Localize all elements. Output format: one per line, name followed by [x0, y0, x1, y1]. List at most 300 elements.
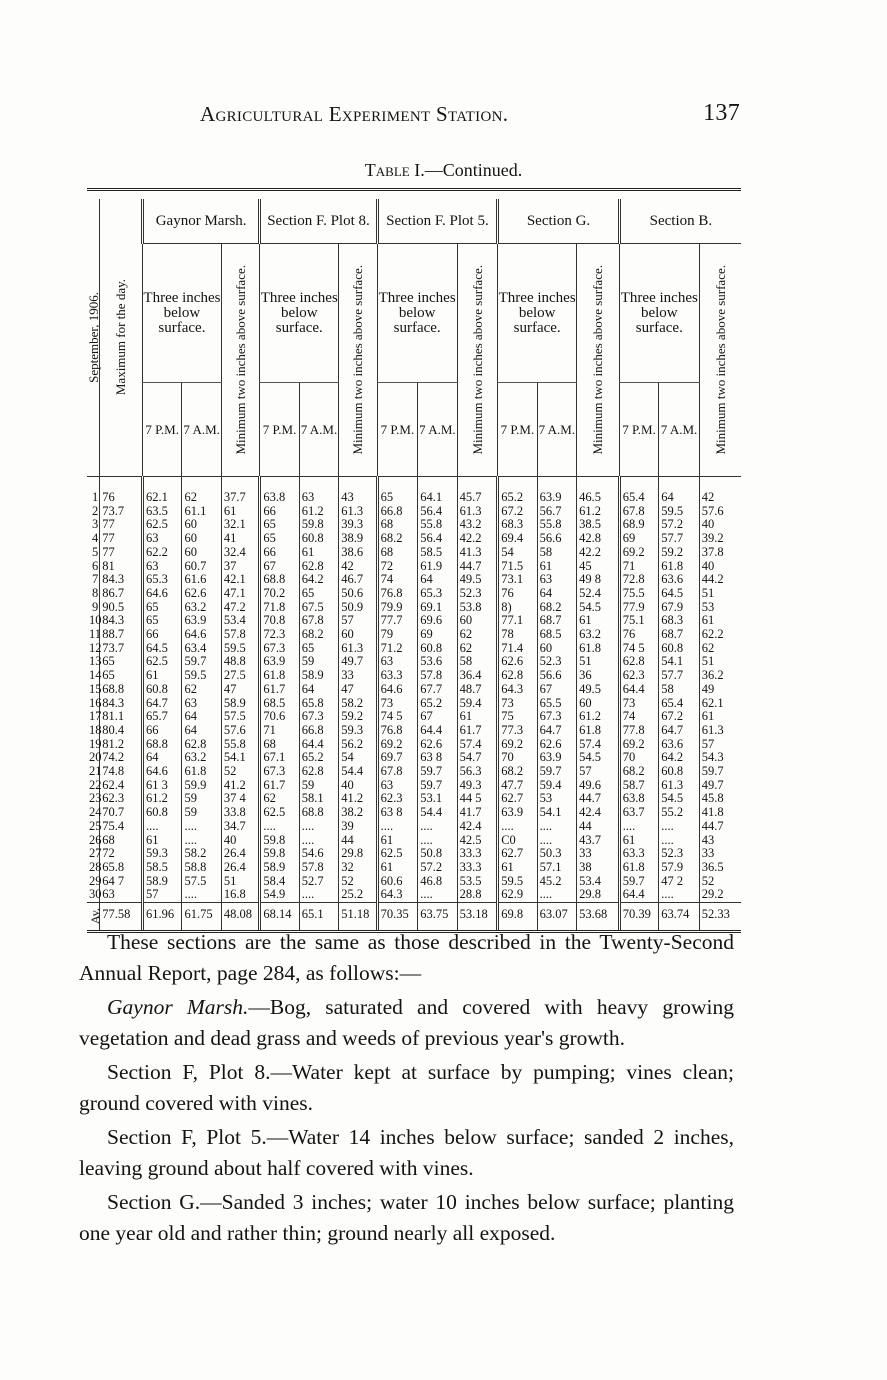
minimum-header: Minimum two inches above surface.: [699, 244, 741, 477]
value-cell: 53: [699, 601, 741, 615]
value-cell: 49.3: [457, 779, 498, 793]
value-cell: 36.2: [699, 669, 741, 683]
value-cell: 40: [699, 518, 741, 532]
value-cell: 64: [182, 724, 221, 738]
day-cell: 1: [92, 490, 99, 504]
value-cell: 49: [699, 683, 741, 697]
max-cell: 68: [100, 834, 143, 848]
value-cell: 71.2: [377, 642, 418, 656]
value-cell: 28.8: [457, 888, 498, 902]
day-cell: 2: [92, 503, 99, 518]
value-cell: 71.8: [260, 601, 299, 615]
average-cell: 52.33: [699, 903, 741, 932]
value-cell: 57.7: [659, 669, 700, 683]
value-cell: 52.7: [299, 875, 338, 889]
value-cell: 61.1: [182, 505, 221, 519]
value-cell: 67: [537, 683, 576, 697]
value-cell: 64.2: [299, 573, 338, 587]
value-cell: 64.4: [299, 738, 338, 752]
value-cell: 61: [498, 861, 537, 875]
value-cell: ....: [182, 820, 221, 834]
value-cell: 59.5: [498, 875, 537, 889]
value-cell: ....: [260, 820, 299, 834]
day-cell: 23: [89, 791, 102, 806]
table-row: [87, 655, 741, 669]
value-cell: 34.7: [221, 820, 259, 834]
value-cell: 64.7: [659, 724, 700, 738]
table-row: [87, 505, 741, 519]
table-row: [87, 834, 741, 848]
value-cell: 45: [577, 560, 620, 574]
value-cell: 58.1: [299, 792, 338, 806]
value-cell: 67.7: [418, 683, 457, 697]
value-cell: 57.6: [699, 505, 741, 519]
day-cell: 7: [92, 572, 99, 587]
value-cell: 65.2: [418, 697, 457, 711]
average-cell: 51.18: [339, 903, 377, 932]
value-cell: 63.9: [498, 806, 537, 820]
value-cell: 57: [577, 765, 620, 779]
value-cell: 32.1: [221, 518, 259, 532]
day-cell: 17: [89, 709, 102, 724]
value-cell: 58.2: [339, 697, 377, 711]
value-cell: 61.2: [299, 505, 338, 519]
value-cell: 58.7: [619, 779, 658, 793]
value-cell: 75.1: [619, 614, 658, 628]
value-cell: 62.7: [498, 792, 537, 806]
value-cell: 33.3: [457, 847, 498, 861]
value-cell: 44.7: [577, 792, 620, 806]
value-cell: 64.2: [659, 751, 700, 765]
value-cell: 63 8: [418, 751, 457, 765]
table-row: [87, 792, 741, 806]
max-cell: 73.7: [100, 505, 143, 519]
value-cell: 57: [699, 738, 741, 752]
value-cell: 38.9: [339, 532, 377, 546]
value-cell: 59.5: [221, 642, 259, 656]
value-cell: 46.8: [418, 875, 457, 889]
value-cell: 51: [699, 655, 741, 669]
value-cell: 59.7: [418, 779, 457, 793]
value-cell: 59.2: [339, 710, 377, 724]
value-cell: 66.8: [299, 724, 338, 738]
value-cell: 59.4: [537, 779, 576, 793]
average-cell: 70.35: [377, 903, 418, 932]
value-cell: 61.3: [699, 724, 741, 738]
value-cell: 57.8: [299, 861, 338, 875]
table-row: [87, 669, 741, 683]
max-cell: 84.3: [100, 614, 143, 628]
value-cell: 57.1: [537, 861, 576, 875]
value-cell: 63.3: [619, 847, 658, 861]
value-cell: 54.4: [418, 806, 457, 820]
value-cell: 75: [498, 710, 537, 724]
value-cell: 66: [260, 546, 299, 560]
table-row: [87, 587, 741, 601]
value-cell: 51: [221, 875, 259, 889]
value-cell: 64.6: [142, 587, 181, 601]
value-cell: 65.4: [619, 491, 658, 505]
value-cell: 67: [260, 560, 299, 574]
value-cell: 69.1: [418, 601, 457, 615]
value-cell: 46.5: [577, 491, 620, 505]
value-cell: 60: [537, 642, 576, 656]
value-cell: ....: [299, 888, 338, 902]
value-cell: 42: [339, 560, 377, 574]
value-cell: 25.2: [339, 888, 377, 902]
value-cell: 54: [339, 751, 377, 765]
value-cell: 43.2: [457, 518, 498, 532]
value-cell: 58: [537, 546, 576, 560]
value-cell: 63.8: [260, 491, 299, 505]
value-cell: 42.4: [577, 806, 620, 820]
day-cell: 22: [89, 777, 102, 792]
value-cell: 62.2: [142, 546, 181, 560]
value-cell: 61.8: [260, 669, 299, 683]
value-cell: 64.7: [142, 697, 181, 711]
value-cell: 59.5: [659, 505, 700, 519]
value-cell: 39: [339, 820, 377, 834]
max-cell: 81.2: [100, 738, 143, 752]
day-cell: 25: [89, 818, 102, 833]
value-cell: 68.8: [260, 573, 299, 587]
value-cell: 54.4: [339, 765, 377, 779]
value-cell: 65: [142, 601, 181, 615]
three-inches-header: Three inches below surface.: [619, 244, 699, 383]
value-cell: 39.3: [339, 518, 377, 532]
pm-header: 7 P.M.: [260, 383, 299, 477]
value-cell: 51: [577, 655, 620, 669]
value-cell: 51: [699, 587, 741, 601]
value-cell: 60: [577, 697, 620, 711]
value-cell: 73: [377, 697, 418, 711]
three-inches-header: Three inches below surface.: [260, 244, 339, 383]
value-cell: 60.8: [418, 642, 457, 656]
value-cell: ....: [418, 834, 457, 848]
value-cell: 63: [142, 560, 181, 574]
value-cell: 64.1: [418, 491, 457, 505]
table-row: [87, 710, 741, 724]
value-cell: 68.2: [619, 765, 658, 779]
value-cell: ....: [299, 834, 338, 848]
value-cell: 71.5: [498, 560, 537, 574]
value-cell: 56.4: [418, 505, 457, 519]
value-cell: 61.8: [182, 765, 221, 779]
value-cell: 49.7: [339, 655, 377, 669]
value-cell: 66.8: [377, 505, 418, 519]
max-cell: 81.1: [100, 710, 143, 724]
table-row: [87, 518, 741, 532]
value-cell: 71: [260, 724, 299, 738]
value-cell: 64.6: [182, 628, 221, 642]
value-cell: 61.8: [619, 861, 658, 875]
value-cell: 68.8: [299, 806, 338, 820]
value-cell: 62.8: [299, 560, 338, 574]
table-row: [87, 875, 741, 889]
value-cell: 70.6: [260, 710, 299, 724]
value-cell: 57.4: [457, 738, 498, 752]
value-cell: 59.8: [260, 834, 299, 848]
value-cell: 61.2: [142, 792, 181, 806]
value-cell: 60.8: [299, 532, 338, 546]
minimum-header: Minimum two inches above surface.: [457, 244, 498, 477]
value-cell: 54.1: [659, 655, 700, 669]
value-cell: 57.4: [577, 738, 620, 752]
value-cell: 52: [221, 765, 259, 779]
value-cell: 63.4: [182, 642, 221, 656]
value-cell: 53.8: [457, 601, 498, 615]
value-cell: 64.7: [537, 724, 576, 738]
value-cell: 50.9: [339, 601, 377, 615]
value-cell: 57.2: [418, 861, 457, 875]
value-cell: 62.6: [418, 738, 457, 752]
value-cell: 61: [619, 834, 658, 848]
value-cell: 61.7: [457, 724, 498, 738]
value-cell: 57: [339, 614, 377, 628]
max-cell: 74.2: [100, 751, 143, 765]
table-caption-prefix: Table I.: [364, 160, 425, 180]
table-row: [87, 751, 741, 765]
table-row: [87, 601, 741, 615]
value-cell: 79.9: [377, 601, 418, 615]
value-cell: 40: [339, 779, 377, 793]
value-cell: 59.8: [260, 847, 299, 861]
section-header: Gaynor Marsh.: [142, 199, 259, 244]
value-cell: 61: [221, 505, 259, 519]
value-cell: 63: [182, 697, 221, 711]
value-cell: 33: [339, 669, 377, 683]
value-cell: 58.5: [418, 546, 457, 560]
value-cell: 44: [577, 820, 620, 834]
value-cell: 67.1: [260, 751, 299, 765]
value-cell: 61.8: [577, 642, 620, 656]
value-cell: 60.8: [659, 642, 700, 656]
value-cell: 26.4: [221, 861, 259, 875]
value-cell: 47: [221, 683, 259, 697]
average-cell: 63.75: [418, 903, 457, 932]
value-cell: 64: [537, 587, 576, 601]
table-row: [87, 724, 741, 738]
value-cell: 62.2: [699, 628, 741, 642]
section-header: Section B.: [619, 199, 741, 244]
value-cell: 56.7: [537, 505, 576, 519]
table-row: [87, 642, 741, 656]
value-cell: 47.2: [221, 601, 259, 615]
value-cell: 59.2: [659, 546, 700, 560]
value-cell: 47.7: [498, 779, 537, 793]
value-cell: 69.2: [498, 738, 537, 752]
day-cell: 26: [89, 832, 102, 847]
value-cell: 77.3: [498, 724, 537, 738]
value-cell: 61: [699, 614, 741, 628]
value-cell: 61: [142, 669, 181, 683]
value-cell: 67: [418, 710, 457, 724]
value-cell: 64.4: [418, 724, 457, 738]
value-cell: 78: [498, 628, 537, 642]
pm-header: 7 P.M.: [498, 383, 537, 477]
value-cell: 60.8: [659, 765, 700, 779]
value-cell: 62: [699, 642, 741, 656]
minimum-header: Minimum two inches above surface.: [221, 244, 259, 477]
section-name: Gaynor Marsh.: [107, 995, 249, 1019]
day-cell: 24: [89, 805, 102, 820]
value-cell: ....: [418, 888, 457, 902]
value-cell: 64.4: [619, 683, 658, 697]
value-cell: 59: [182, 806, 221, 820]
day-cell: 29: [89, 873, 102, 888]
value-cell: 53.4: [221, 614, 259, 628]
value-cell: 54: [498, 546, 537, 560]
value-cell: 29.8: [577, 888, 620, 902]
value-cell: 29.8: [339, 847, 377, 861]
value-cell: 61: [299, 546, 338, 560]
day-cell: 15: [89, 681, 102, 696]
value-cell: 61.7: [260, 779, 299, 793]
value-cell: 44 5: [457, 792, 498, 806]
pm-header: 7 P.M.: [377, 383, 418, 477]
value-cell: 68.2: [377, 532, 418, 546]
value-cell: 41.2: [339, 792, 377, 806]
value-cell: 65.4: [659, 697, 700, 711]
value-cell: 61: [699, 710, 741, 724]
value-cell: 73: [619, 697, 658, 711]
value-cell: 79: [377, 628, 418, 642]
value-cell: 76.8: [377, 587, 418, 601]
value-cell: 26.4: [221, 847, 259, 861]
value-cell: ....: [659, 820, 700, 834]
value-cell: 60.8: [142, 683, 181, 697]
value-cell: 62.7: [498, 847, 537, 861]
value-cell: 77.1: [498, 614, 537, 628]
value-cell: 67.3: [537, 710, 576, 724]
value-cell: 62: [457, 642, 498, 656]
value-cell: 62: [182, 683, 221, 697]
three-inches-header: Three inches below surface.: [498, 244, 577, 383]
value-cell: 64: [418, 573, 457, 587]
paragraph-text: —Bog, saturated and covered with heavy growing vegetation and dead grass and weeds of previous year's growth.: [79, 995, 734, 1050]
value-cell: 59.3: [142, 847, 181, 861]
value-cell: 60.8: [142, 806, 181, 820]
value-cell: 63.6: [659, 738, 700, 752]
paragraph: Section G.—Sanded 3 inches; water 10 inches below surface; planting one year old and rather thin; ground nearly all exposed.: [79, 1190, 734, 1245]
section-header: Section F. Plot 5.: [377, 199, 498, 244]
value-cell: 45.2: [537, 875, 576, 889]
value-cell: 68.2: [537, 601, 576, 615]
value-cell: 45.8: [699, 792, 741, 806]
value-cell: 58.9: [142, 875, 181, 889]
value-cell: 59.9: [182, 779, 221, 793]
value-cell: 68.7: [537, 614, 576, 628]
value-cell: 61.7: [260, 683, 299, 697]
value-cell: ....: [182, 888, 221, 902]
value-cell: 60: [182, 546, 221, 560]
paragraph: [79, 992, 734, 1053]
value-cell: 67.2: [659, 710, 700, 724]
table-row: [87, 697, 741, 711]
average-cell: 48.08: [221, 903, 259, 932]
value-cell: ....: [659, 834, 700, 848]
value-cell: 43: [339, 491, 377, 505]
value-cell: 49.7: [699, 779, 741, 793]
value-cell: 41.8: [699, 806, 741, 820]
value-cell: 61.8: [577, 724, 620, 738]
table-row: [87, 628, 741, 642]
value-cell: 69.6: [418, 614, 457, 628]
value-cell: 52.3: [457, 587, 498, 601]
value-cell: 69.2: [377, 738, 418, 752]
value-cell: 68.5: [260, 697, 299, 711]
value-cell: 62.8: [182, 738, 221, 752]
value-cell: 68: [377, 546, 418, 560]
value-cell: 67.3: [299, 710, 338, 724]
value-cell: 68.8: [142, 738, 181, 752]
value-cell: 67.3: [260, 765, 299, 779]
value-cell: 71: [619, 560, 658, 574]
value-cell: 63: [377, 655, 418, 669]
max-cell: 86.7: [100, 587, 143, 601]
value-cell: 62.6: [182, 587, 221, 601]
value-cell: 63.6: [659, 573, 700, 587]
value-cell: 64.3: [377, 888, 418, 902]
value-cell: 66: [260, 505, 299, 519]
value-cell: 46.7: [339, 573, 377, 587]
value-cell: 67.9: [659, 601, 700, 615]
value-cell: 44: [339, 834, 377, 848]
max-cell: 84.3: [100, 697, 143, 711]
average-cell: 63.74: [659, 903, 700, 932]
value-cell: 74: [377, 573, 418, 587]
value-cell: 68.5: [537, 628, 576, 642]
value-cell: 50.8: [418, 847, 457, 861]
average-cell: 61.96: [142, 903, 181, 932]
value-cell: 42.5: [457, 834, 498, 848]
value-cell: 63.7: [619, 806, 658, 820]
table-row: [87, 532, 741, 546]
value-cell: 60: [339, 628, 377, 642]
value-cell: 68.9: [619, 518, 658, 532]
max-cell: 76: [100, 491, 143, 505]
value-cell: 42.1: [221, 573, 259, 587]
value-cell: 33.8: [221, 806, 259, 820]
value-cell: ....: [142, 820, 181, 834]
value-cell: 59: [299, 779, 338, 793]
max-cell: 81: [100, 560, 143, 574]
value-cell: 55.8: [418, 518, 457, 532]
value-cell: 42: [699, 491, 741, 505]
value-cell: 65: [299, 642, 338, 656]
value-cell: 63 8: [377, 806, 418, 820]
value-cell: ....: [299, 820, 338, 834]
minimum-header: Minimum two inches above surface.: [339, 244, 377, 477]
value-cell: 37: [221, 560, 259, 574]
value-cell: 58: [659, 683, 700, 697]
value-cell: 70: [619, 751, 658, 765]
value-cell: 53.1: [418, 792, 457, 806]
max-cell: 77: [100, 546, 143, 560]
value-cell: 53: [537, 792, 576, 806]
value-cell: 61.3: [339, 642, 377, 656]
value-cell: 68.3: [498, 518, 537, 532]
max-cell: 63: [100, 888, 143, 902]
value-cell: 57: [142, 888, 181, 902]
value-cell: 43: [699, 834, 741, 848]
day-cell: 8: [92, 585, 99, 600]
pm-header: 7 P.M.: [142, 383, 181, 477]
value-cell: 59.7: [418, 765, 457, 779]
max-cell: 65.8: [100, 861, 143, 875]
value-cell: 61: [537, 560, 576, 574]
value-cell: 58.5: [142, 861, 181, 875]
